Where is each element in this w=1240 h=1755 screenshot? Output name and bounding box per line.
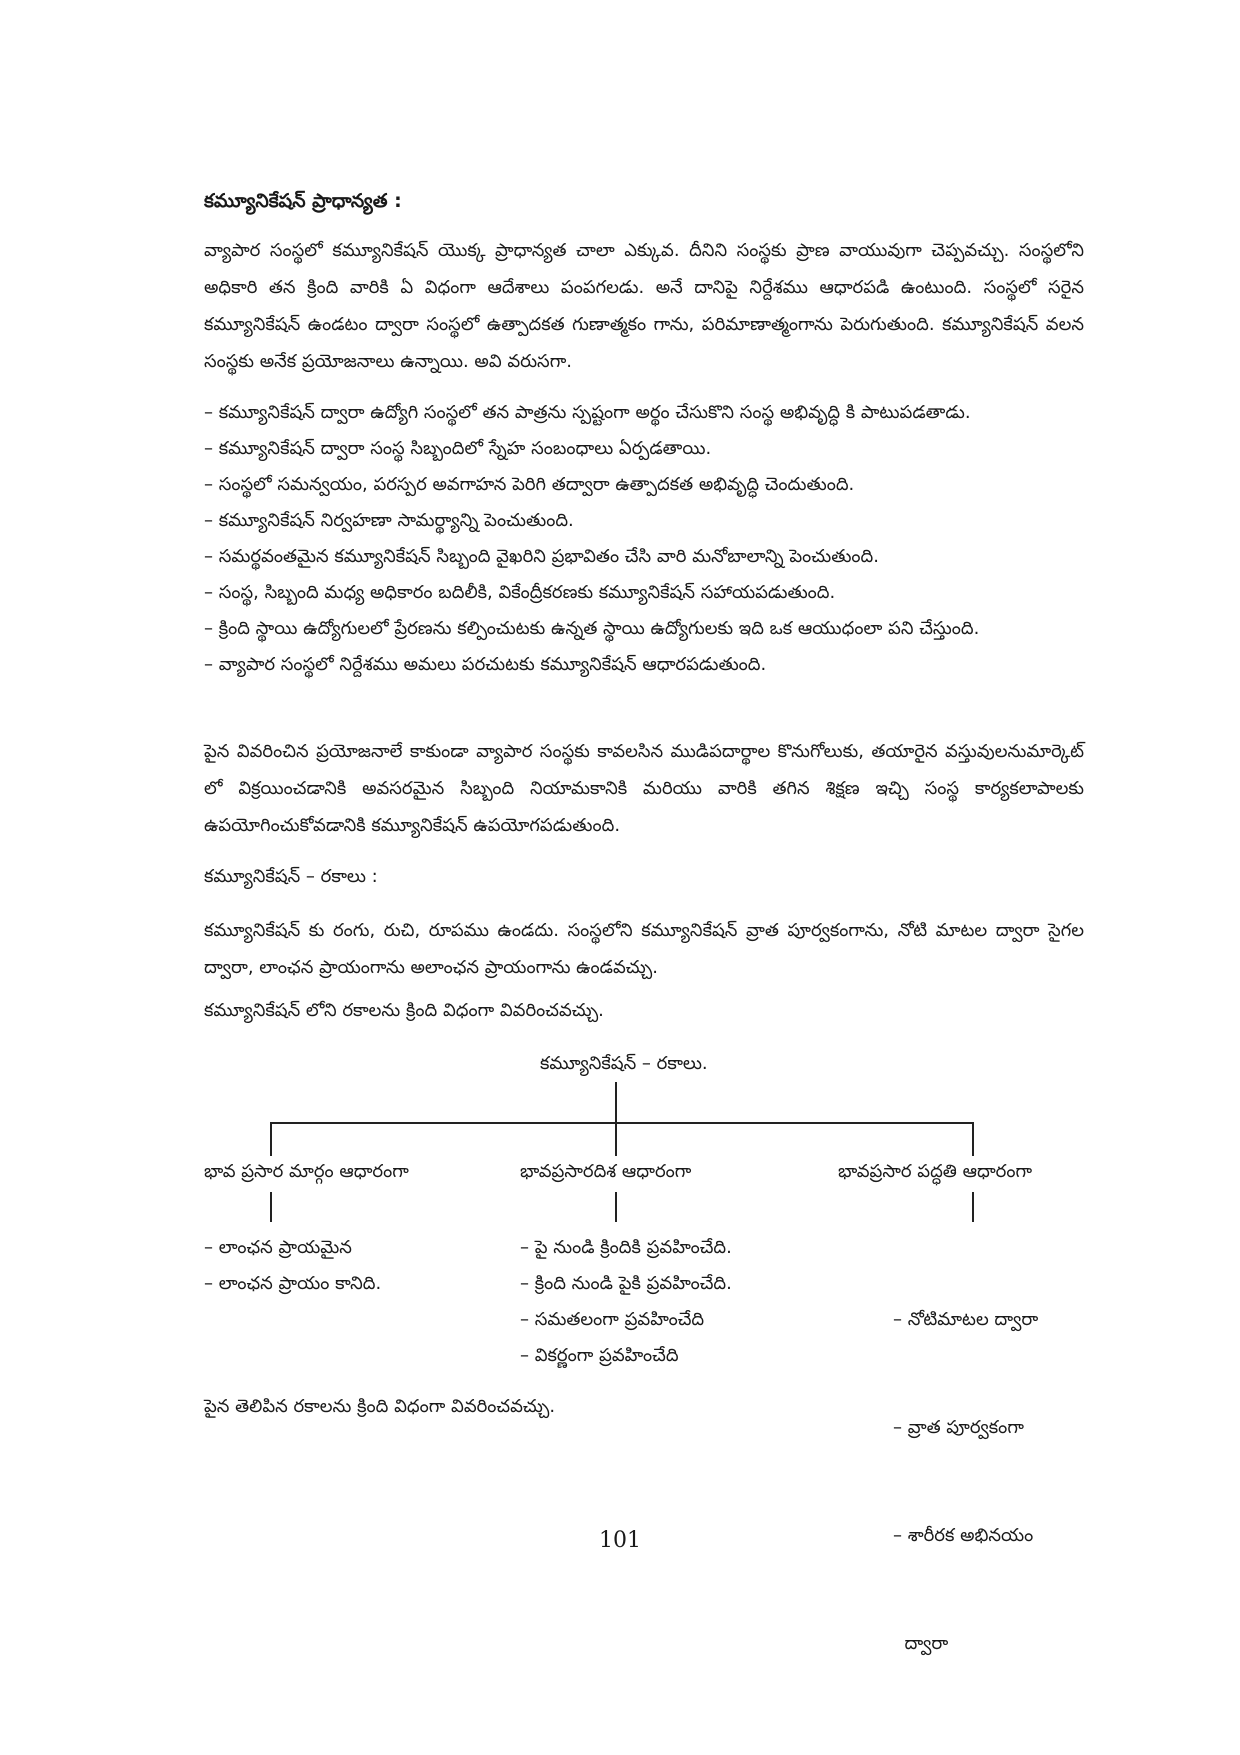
list-item: – క్రింది నుండి పైకి ప్రవహించేది. — [520, 1273, 732, 1294]
page-number: 101 — [599, 1528, 641, 1553]
list-item: – సంస్థలో సమన్వయం, పరస్పర అవగాహన పెరిగి తద్వారా ఉత్పాదకత అభివృద్ధి చెందుతుంది. — [204, 474, 855, 495]
connector-line — [972, 1122, 974, 1156]
connector-line — [615, 1122, 617, 1156]
method-items — [893, 1230, 1038, 1734]
types-heading: కమ్యూనికేషన్ – రకాలు : — [204, 866, 378, 887]
list-item: – కమ్యూనికేషన్ ద్వారా ఉద్యోగి సంస్థలో తన పాత్రను స్పష్టంగా అర్థం చేసుకొని సంస్థ అభివృద్ధి కి పాటుపడతాడు. — [204, 402, 971, 423]
list-item: – నోటిమాటల ద్వారా — [893, 1309, 1039, 1330]
list-item: – వికర్ణంగా ప్రవహించేది — [520, 1345, 679, 1366]
list-item: – సమర్థవంతమైన కమ్యూనికేషన్ సిబ్బంది వైఖరిని ప్రభావితం చేసి వారి మనోబాలాన్ని పెంచుతుంది. — [204, 546, 879, 567]
list-item: – వ్రాత పూర్వకంగా — [893, 1417, 1024, 1438]
list-item: – లాంఛన ప్రాయం కానిది. — [204, 1273, 382, 1294]
connector-line — [270, 1122, 974, 1124]
benefits-list — [204, 395, 1084, 683]
list-item: – వ్యాపార సంస్థలో నిర్దేశము అమలు పరచుటకు కమ్యూనికేషన్ ఆధారపడుతుంది. — [204, 654, 767, 675]
connector-line — [972, 1192, 974, 1222]
channel-items — [204, 1230, 381, 1302]
list-item: – క్రింది స్థాయి ఉద్యోగులలో ప్రేరణను కల్పించుటకు ఉన్నత స్థాయి ఉద్యోగులకు ఇది ఒక ఆయుధంలా పని చేస్తుంది. — [204, 618, 980, 639]
list-item: – కమ్యూనికేషన్ నిర్వహణా సామర్థ్యాన్ని పెంచుతుంది. — [204, 510, 574, 531]
section-heading: కమ్యూనికేషన్ ప్రాధాన్యత : — [204, 190, 402, 212]
branch-label-channel: భావ ప్రసార మార్గం ఆధారంగా — [204, 1161, 409, 1182]
connector-line — [270, 1122, 272, 1156]
connector-line — [270, 1192, 272, 1222]
closing-line: పైన తెలిపిన రకాలను క్రింది విధంగా వివరించవచ్చు. — [204, 1396, 556, 1417]
list-item: – కమ్యూనికేషన్ ద్వారా సంస్థ సిబ్బందిలో స్నేహ సంబంధాలు ఏర్పడతాయి. — [204, 438, 712, 459]
list-item: – సమతలంగా ప్రవహించేది — [520, 1309, 705, 1330]
branch-label-method: భావప్రసార పద్ధతి ఆధారంగా — [838, 1161, 1033, 1182]
types-intro: కమ్యూనికేషన్ లోని రకాలను క్రింది విధంగా వివరించవచ్చు. — [204, 1000, 604, 1021]
direction-items — [520, 1230, 732, 1374]
intro-paragraph: వ్యాపార సంస్థలో కమ్యూనికేషన్ యొక్క ప్రాధాన్యత చాలా ఎక్కువ. దీనిని సంస్థకు ప్రాణ వాయువుగా చెప్పవచ్చు. సంస్థలోని అధికారి తన క్రింది వారికి ఏ విధంగా ఆదేశాలు పంపగలడు. అనే దానిపై నిర్దేశము ఆధారపడి ఉంటుంది. సంస్థలో సరైన కమ్యూనికేషన్ ఉండటం ద్వారా సంస్థలో ఉత్పాదకత గుణాత్మకం గాను, పరిమాణాత్మంగాను పెరుగుతుంది. కమ్యూనికేషన్ వలన సంస్థకు అనేక ప్రయోజనాలు ఉన్నాయి. అవి వరుసగా. — [204, 240, 1084, 372]
types-paragraph: కమ్యూనికేషన్ కు రంగు, రుచి, రూపము ఉండదు. సంస్థలోని కమ్యూనికేషన్ వ్రాత పూర్వకంగాను, నోటి మాటల ద్వారా సైగల ద్వారా, లాంఛన ప్రాయంగాను అలాంఛన ప్రాయంగాను ఉండవచ్చు. — [204, 920, 1084, 978]
list-item: – పై నుండి క్రిందికి ప్రవహించేది. — [520, 1237, 732, 1258]
list-item: – సంస్థ, సిబ్బంది మధ్య అధికారం బదిలీకి, వికేంద్రీకరణకు కమ్యూనికేషన్ సహాయపడుతుంది. — [204, 582, 836, 603]
branch-label-direction: భావప్రసారదిశ ఆధారంగా — [520, 1161, 692, 1182]
diagram-root-label: కమ్యూనికేషన్ – రకాలు. — [540, 1053, 708, 1074]
connector-line — [615, 1192, 617, 1222]
list-item: – శారీరక అభినయం — [893, 1525, 1034, 1546]
list-item: ద్వారా — [893, 1633, 949, 1654]
list-item: – లాంఛన ప్రాయమైన — [204, 1237, 352, 1258]
benefits-summary-paragraph: పైన వివరించిన ప్రయోజనాలే కాకుండా వ్యాపార సంస్థకు కావలసిన ముడిపదార్థాల కొనుగోలుకు, తయారైన వస్తువులనుమార్కెట్ లో విక్రయించడానికి అవసరమైన సిబ్బంది నియామకానికి మరియు వారికి తగిన శిక్షణ ఇచ్చి సంస్థ కార్యకలాపాలకు ఉపయోగించుకోవడానికి కమ్యూనికేషన్ ఉపయోగపడుతుంది. — [204, 741, 1084, 836]
connector-line — [615, 1082, 617, 1122]
